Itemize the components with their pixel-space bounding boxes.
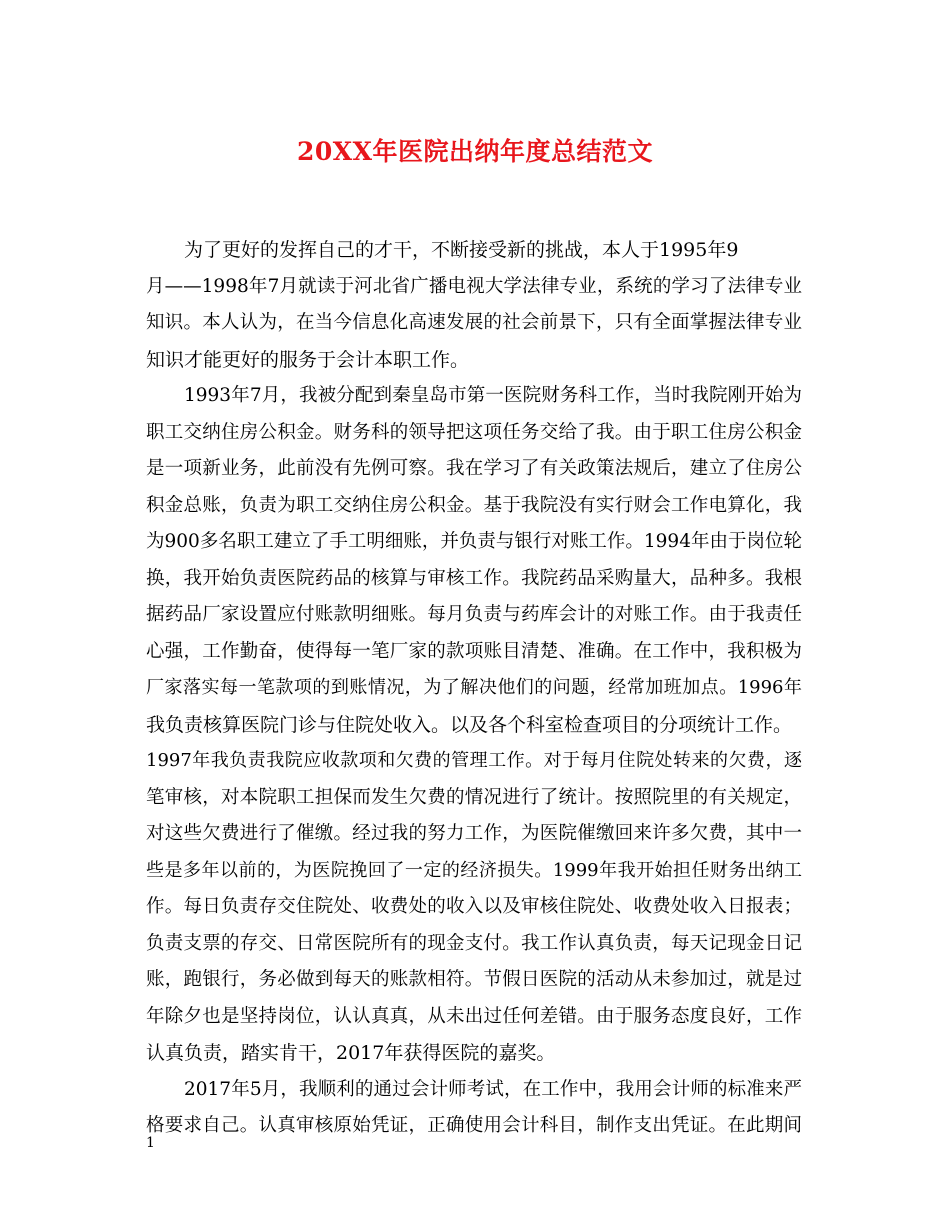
text-line: 些是多年以前的，为医院挽回了一定的经济损失。1999年我开始担任财务出纳工 [146,859,802,881]
text-line: 格要求自己。认真审核原始凭证，正确使用会计科目，制作支出凭证。在此期间 [146,1115,802,1136]
text-line: 为900多名职工建立了手工明细账，并负责与银行对账工作。1994年由于岗位轮 [146,531,802,552]
text-line: 负责支票的存交、日常医院所有的现金支付。我工作认真负责，每天记现金日记 [146,932,802,954]
text-line: 是一项新业务，此前没有先例可察。我在学习了有关政策法规后，建立了住房公 [146,458,802,479]
text-line: 账，跑银行，务必做到每天的账款相符。节假日医院的活动从未参加过，就是过 [146,969,802,990]
text-line: 年除夕也是坚持岗位，认认真真，从未出过任何差错。由于服务态度良好，工作 [146,1005,802,1027]
text-line: 对这些欠费进行了催缴。经过我的努力工作，为医院催缴回来许多欠费，其中一 [146,823,802,844]
text-line: 我负责核算医院门诊与住院处收入。以及各个科室检查项目的分项统计工作。 [146,713,793,736]
text-line: 知识。本人认为，在当今信息化高速发展的社会前景下，只有全面掌握法律专业 [146,312,802,333]
text-line: 1997年我负责我院应收款项和欠费的管理工作。对于每月住院处转来的欠费，逐 [146,750,802,771]
text-line: 据药品厂家设置应付账款明细账。每月负责与药库会计的对账工作。由于我责任 [146,604,802,625]
document-body [146,232,802,1145]
text-line: 作。每日负责存交住院处、收费处的收入以及审核住院处、收费处收入日报表； [146,896,802,917]
text-line: 换，我开始负责医院药品的核算与审核工作。我院药品采购量大，品种多。我根 [146,567,802,589]
text-line: 笔审核，对本院职工担保而发生欠费的情况进行了统计。按照院里的有关规定， [146,786,802,808]
text-line: 职工交纳住房公积金。财务科的领导把这项任务交给了我。由于职工住房公积金 [146,421,802,443]
text-line: 认真负责，踏实肯干，2017年获得医院的嘉奖。 [146,1042,556,1064]
text-line: 厂家落实每一笔款项的到账情况，为了解决他们的问题，经常加班加点。1996年 [146,677,802,698]
text-line: 月——1998年7月就读于河北省广播电视大学法律专业，系统的学习了法律专业 [146,275,802,297]
text-line: 2017年5月，我顺利的通过会计师考试，在工作中，我用会计师的标准来严 [184,1078,802,1100]
text-line: 知识才能更好的服务于会计本职工作。 [146,348,470,371]
text-line: 1993年7月，我被分配到秦皇岛市第一医院财务科工作，当时我院刚开始为 [184,385,802,406]
page-number: 1 [146,1135,155,1151]
text-line: 心强，工作勤奋，使得每一笔厂家的款项账目清楚、准确。在工作中，我积极为 [146,640,802,662]
text-line: 为了更好的发挥自己的才干，不断接受新的挑战，本人于1995年9 [184,239,739,261]
document-title: 20XX年医院出纳年度总结范文 [296,137,654,166]
text-line: 积金总账，负责为职工交纳住房公积金。基于我院没有实行财会工作电算化，我 [146,494,802,516]
